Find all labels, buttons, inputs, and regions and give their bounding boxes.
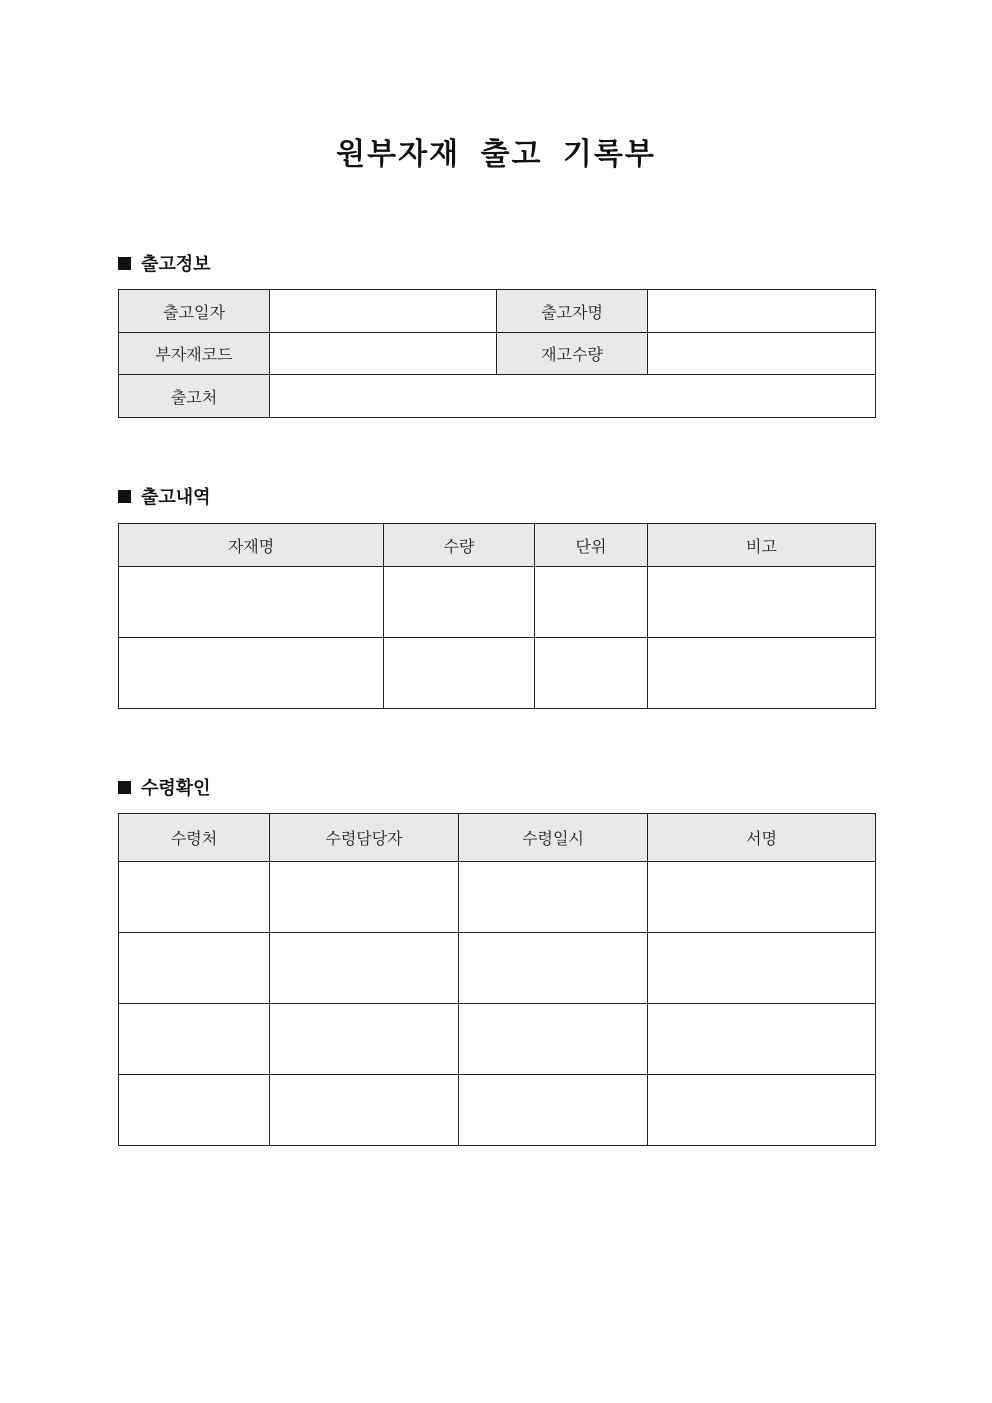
table-row (119, 1075, 876, 1146)
table-row (119, 933, 876, 1004)
square-bullet-icon (118, 257, 131, 270)
receipt-datetime-cell[interactable] (459, 1004, 648, 1075)
section-heading-label: 수령확인 (141, 778, 211, 799)
material-name-cell[interactable] (119, 638, 384, 709)
remarks-cell[interactable] (648, 638, 876, 709)
recipient-person-cell[interactable] (270, 1075, 459, 1146)
stock-qty-label: 재고수량 (497, 333, 648, 375)
section-heading-label: 출고내역 (141, 487, 211, 508)
shipment-info-table (118, 289, 876, 418)
square-bullet-icon (118, 490, 131, 503)
section-heading-shipment-info (118, 253, 211, 277)
material-name-cell[interactable] (119, 567, 384, 638)
receipt-datetime-cell[interactable] (459, 933, 648, 1004)
quantity-cell[interactable] (384, 567, 535, 638)
unit-cell[interactable] (535, 638, 648, 709)
recipient-cell[interactable] (119, 933, 270, 1004)
unit-cell[interactable] (535, 567, 648, 638)
signature-cell[interactable] (648, 1075, 876, 1146)
square-bullet-icon (118, 781, 131, 794)
shipper-name-field[interactable] (648, 290, 876, 333)
page-title: 원부자재 출고 기록부 (336, 137, 656, 172)
remarks-cell[interactable] (648, 567, 876, 638)
table-header-row (119, 814, 876, 862)
column-header-signature: 서명 (648, 814, 876, 862)
signature-cell[interactable] (648, 862, 876, 933)
material-code-field[interactable] (270, 333, 497, 375)
section-heading-receipt-confirm (118, 777, 211, 801)
signature-cell[interactable] (648, 933, 876, 1004)
table-row (119, 1004, 876, 1075)
recipient-cell[interactable] (119, 1004, 270, 1075)
quantity-cell[interactable] (384, 638, 535, 709)
shipper-name-label: 출고자명 (497, 290, 648, 333)
column-header-recipient: 수령처 (119, 814, 270, 862)
ship-date-label: 출고일자 (119, 290, 270, 333)
recipient-person-cell[interactable] (270, 862, 459, 933)
table-row (119, 862, 876, 933)
recipient-person-cell[interactable] (270, 933, 459, 1004)
column-header-receipt-datetime: 수령일시 (459, 814, 648, 862)
recipient-cell[interactable] (119, 1075, 270, 1146)
receipt-datetime-cell[interactable] (459, 862, 648, 933)
receipt-confirm-table (118, 813, 876, 1146)
signature-cell[interactable] (648, 1004, 876, 1075)
destination-field[interactable] (270, 375, 876, 418)
destination-label: 출고처 (119, 375, 270, 418)
column-header-quantity: 수량 (384, 524, 535, 567)
table-row (119, 638, 876, 709)
table-row (119, 290, 876, 333)
column-header-remarks: 비고 (648, 524, 876, 567)
section-heading-label: 출고정보 (141, 254, 211, 275)
section-heading-shipment-details (118, 486, 211, 510)
column-header-unit: 단위 (535, 524, 648, 567)
material-code-label: 부자재코드 (119, 333, 270, 375)
shipment-details-table (118, 523, 876, 709)
recipient-cell[interactable] (119, 862, 270, 933)
column-header-recipient-person: 수령담당자 (270, 814, 459, 862)
table-row (119, 375, 876, 418)
table-header-row (119, 524, 876, 567)
table-row (119, 333, 876, 375)
recipient-person-cell[interactable] (270, 1004, 459, 1075)
stock-qty-field[interactable] (648, 333, 876, 375)
table-row (119, 567, 876, 638)
column-header-material-name: 자재명 (119, 524, 384, 567)
receipt-datetime-cell[interactable] (459, 1075, 648, 1146)
ship-date-field[interactable] (270, 290, 497, 333)
